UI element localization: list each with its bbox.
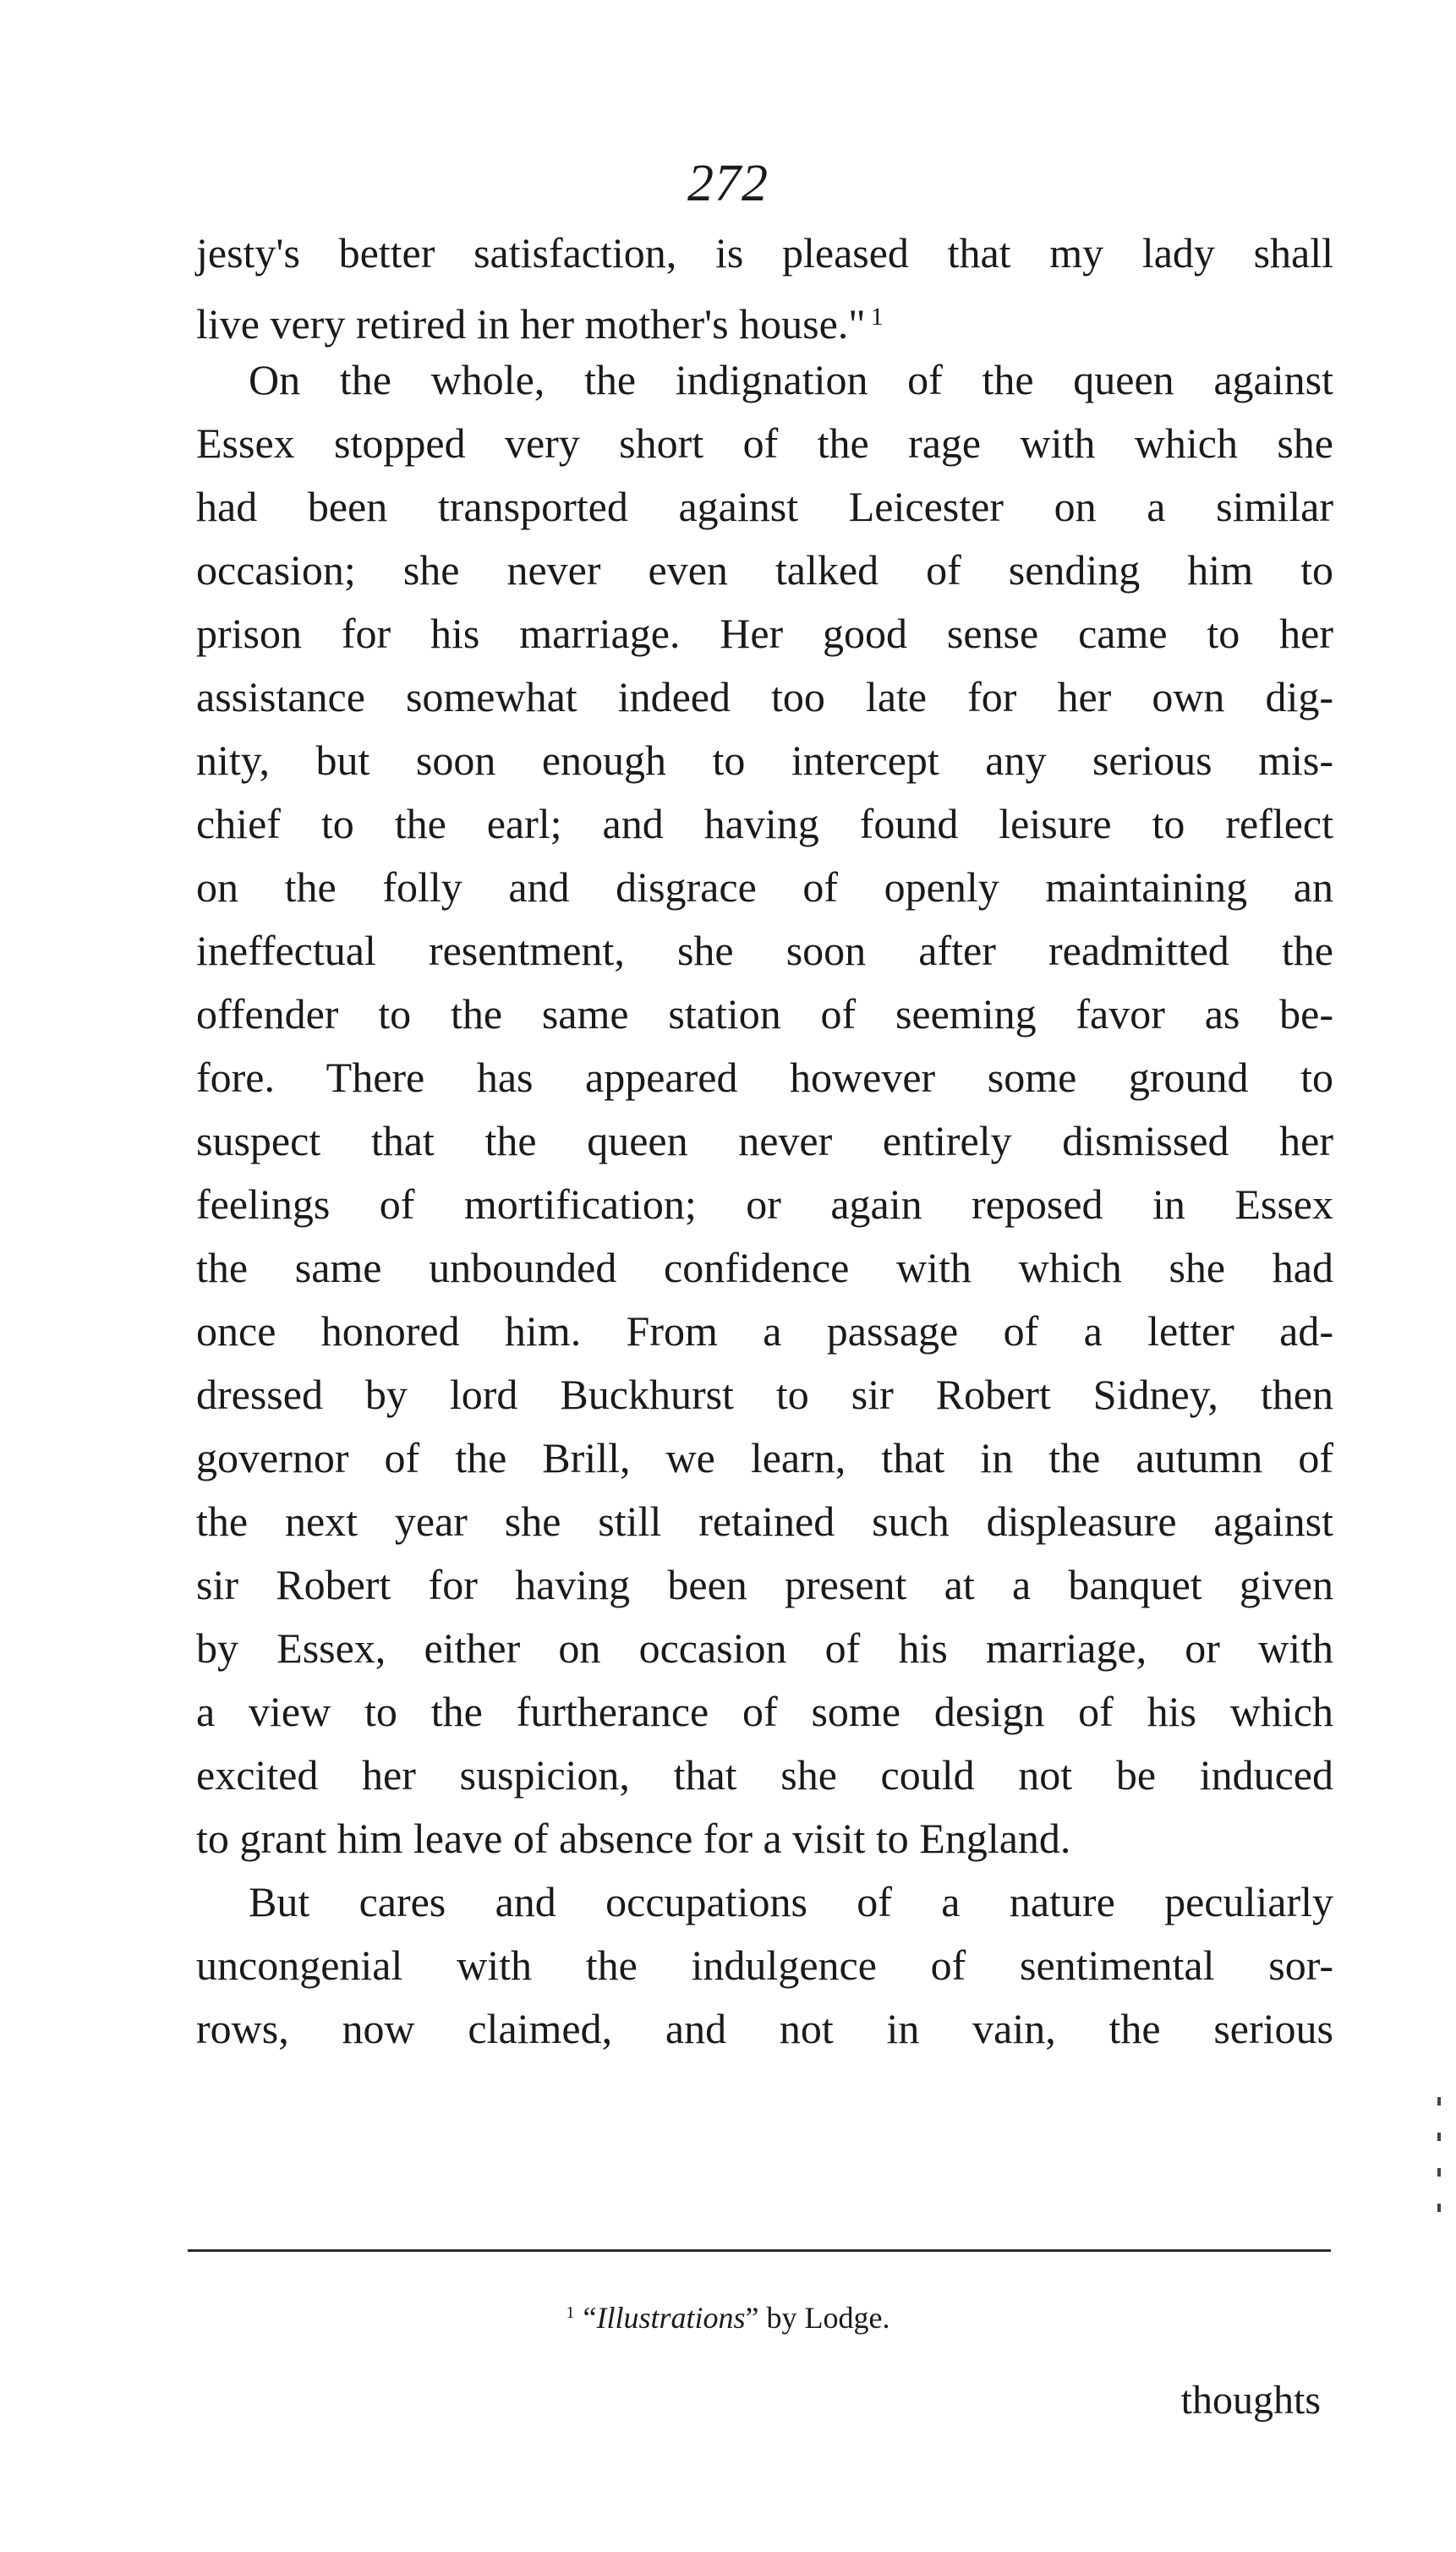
text-line — [196, 919, 1333, 983]
text-line — [196, 1173, 1333, 1236]
text-line — [196, 1046, 1333, 1109]
text-line — [196, 412, 1333, 475]
page-number: 272 — [687, 155, 769, 212]
text-line — [196, 729, 1333, 792]
text-line — [196, 1300, 1333, 1363]
text-line — [196, 222, 1333, 285]
body-text — [196, 222, 1333, 2061]
text-line-content: fore. There has appeared however some ground to — [196, 1054, 1333, 1101]
text-line-content: the same unbounded confidence with which she had — [196, 1244, 1333, 1291]
text-line — [196, 1997, 1333, 2061]
footnote-close-quote: ” — [745, 2301, 759, 2335]
edge-mark — [1437, 2133, 1441, 2141]
text-line — [196, 1934, 1333, 1997]
footnote-rule — [188, 2249, 1331, 2252]
text-line — [196, 1807, 1333, 1870]
edge-mark — [1437, 2204, 1441, 2212]
text-line-content: rows, now claimed, and not in vain, the serious — [196, 2005, 1333, 2052]
text-line-content: the next year she still retained such displeasure against — [196, 1498, 1333, 1545]
footnote-reference: 1 — [870, 303, 884, 331]
text-line — [196, 1236, 1333, 1300]
text-line-content: excited her suspicion, that she could not be induced — [196, 1751, 1333, 1799]
text-line-content: live very retired in her mother's house." — [196, 300, 866, 348]
text-line-content: to grant him leave of absence for a visit to England. — [196, 1815, 1071, 1862]
text-line-content: once honored him. From a passage of a letter ad- — [196, 1307, 1333, 1355]
text-line — [196, 1363, 1333, 1427]
text-line — [196, 1427, 1333, 1490]
text-line-content: occasion; she never even talked of sending him to — [196, 546, 1333, 594]
text-line — [196, 1553, 1333, 1617]
text-line-content: a view to the furtherance of some design of his which — [196, 1688, 1333, 1735]
text-line — [196, 792, 1333, 856]
footnote-text: by Lodge. — [758, 2301, 890, 2335]
text-line-content: suspect that the queen never entirely dismissed her — [196, 1117, 1333, 1164]
text-line-content: uncongenial with the indulgence of sentimental sor- — [196, 1941, 1333, 1989]
edge-mark — [1437, 2097, 1441, 2106]
text-line — [196, 983, 1333, 1046]
text-line-content: governor of the Brill, we learn, that in the autumn of — [196, 1434, 1333, 1481]
footnote-open-quote: “ — [583, 2301, 597, 2335]
text-line-content: nity, but soon enough to intercept any serious mis- — [196, 737, 1333, 784]
edge-mark — [1437, 2168, 1441, 2177]
text-line-content: dressed by lord Buckhurst to sir Robert Sidney, then — [196, 1371, 1333, 1418]
text-line — [196, 348, 1333, 412]
page-edge-marks — [1437, 2097, 1444, 2249]
text-line-content: offender to the same station of seeming favor as be- — [196, 990, 1333, 1038]
text-line-content: feelings of mortification; or again reposed in Essex — [196, 1180, 1333, 1228]
text-line — [196, 1490, 1333, 1553]
text-line — [196, 1870, 1333, 1934]
text-line — [196, 285, 1333, 348]
footnote-title: Illustrations — [596, 2301, 746, 2335]
text-line-content: But cares and occupations of a nature peculiarly — [249, 1878, 1333, 1925]
footnote-marker: 1 — [566, 2303, 575, 2322]
text-line — [196, 475, 1333, 539]
text-line-content: On the whole, the indignation of the queen against — [249, 356, 1333, 403]
catchword: thoughts — [1180, 2378, 1321, 2423]
text-line-content: assistance somewhat indeed too late for her own dig- — [196, 673, 1333, 720]
footnote — [0, 2300, 1456, 2336]
text-line-content: Essex stopped very short of the rage with which she — [196, 419, 1333, 467]
text-line — [196, 602, 1333, 665]
text-line — [196, 1617, 1333, 1680]
text-line-content: jesty's better satisfaction, is pleased that my lady shall — [196, 229, 1333, 277]
text-line-content: ineffectual resentment, she soon after readmitted the — [196, 927, 1333, 974]
text-line — [196, 539, 1333, 602]
text-line — [196, 665, 1333, 729]
text-line-content: had been transported against Leicester on a similar — [196, 483, 1333, 530]
text-line-content: prison for his marriage. Her good sense came to her — [196, 610, 1333, 657]
text-line-content: chief to the earl; and having found leisure to reflect — [196, 800, 1333, 847]
text-line-content: by Essex, either on occasion of his marriage, or with — [196, 1624, 1333, 1672]
text-line-content: sir Robert for having been present at a banquet given — [196, 1561, 1333, 1608]
text-line — [196, 856, 1333, 919]
text-line — [196, 1109, 1333, 1173]
text-line — [196, 1744, 1333, 1807]
text-line — [196, 1680, 1333, 1744]
text-line-content: on the folly and disgrace of openly maintaining an — [196, 863, 1333, 911]
